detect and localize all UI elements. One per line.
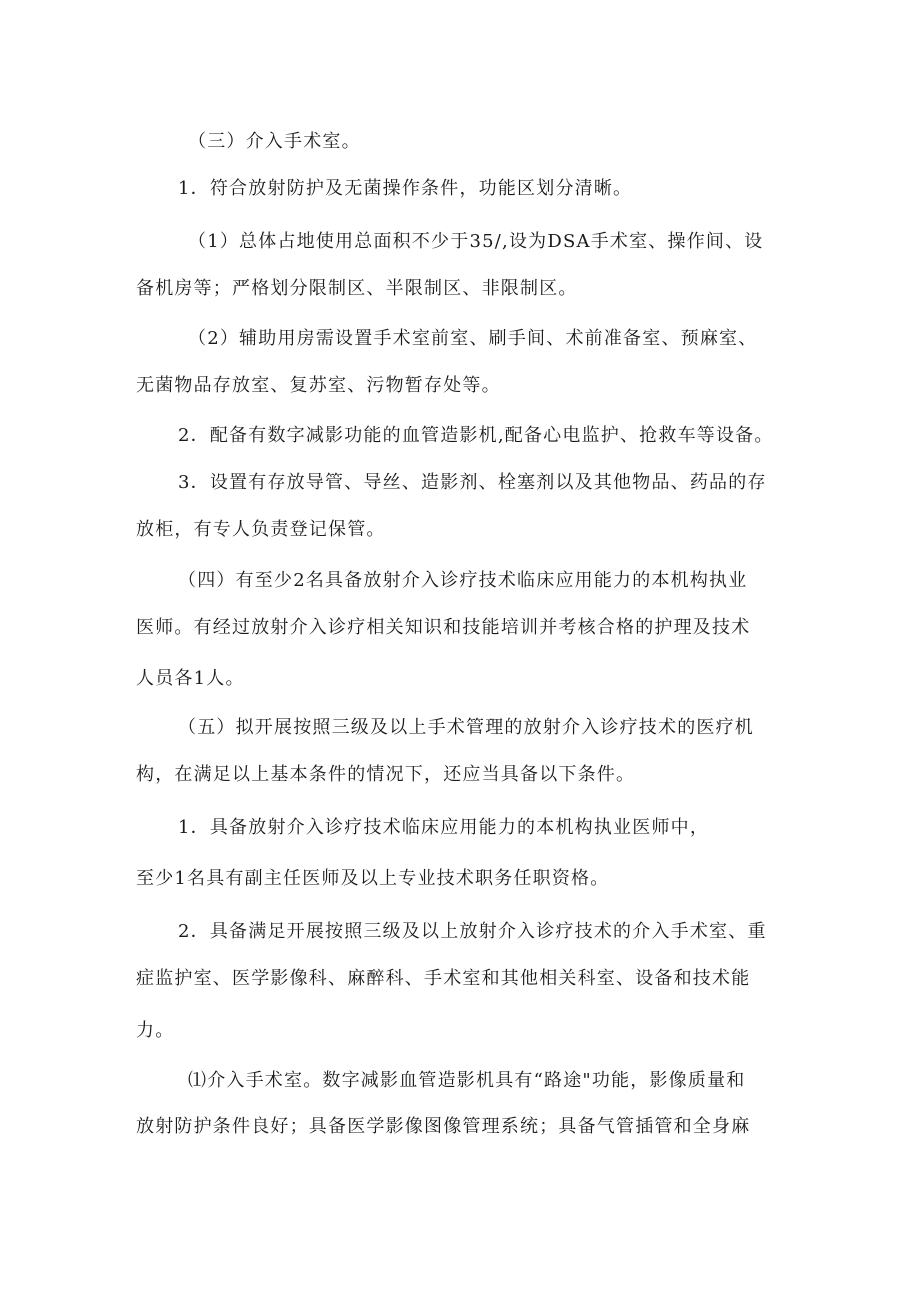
text-line: 人员各1人。: [136, 668, 245, 689]
text-line: （2）辅助用房需设置手术室前室、刷手间、术前准备室、预麻室、: [188, 328, 758, 349]
text-line: 放柜，有专人负责登记保管。: [136, 519, 386, 540]
text-line: （1）总体占地使用总面积不少于35/,设为DSA手术室、操作间、设: [188, 231, 764, 252]
text-line: 2．具备满足开展按照三级及以上放射介入诊疗技术的介入手术室、重: [178, 921, 767, 942]
text-line: （四）有至少2名具备放射介入诊疗技术临床应用能力的本机构执业: [178, 570, 748, 591]
text-line: 医师。有经过放射介入诊疗相关知识和技能培训并考核合格的护理及技术: [136, 617, 751, 638]
text-line: 症监护室、医学影像科、麻醉科、手术室和其他相关科室、设备和技术能: [136, 968, 751, 989]
text-line: 至少1名具有副主任医师及以上专业技术职务任职资格。: [136, 868, 610, 889]
text-line: 无菌物品存放室、复苏室、污物暂存处等。: [136, 375, 501, 396]
text-line: 力。: [136, 1020, 175, 1041]
text-line: 2．配备有数字减影功能的血管造影机,配备心电监护、抢救车等设备。: [178, 425, 774, 446]
text-line: ⑴介入手术室。数字减影血管造影机具有“路途"功能，影像质量和: [188, 1070, 746, 1091]
text-line: 3．设置有存放导管、导丝、造影剂、栓塞剂以及其他物品、药品的存: [178, 472, 767, 493]
text-line: 1．符合放射防护及无菌操作条件，功能区划分清晰。: [178, 178, 633, 199]
text-line: 放射防护条件良好；具备医学影像图像管理系统；具备气管插管和全身麻: [136, 1116, 751, 1137]
text-line: 备机房等；严格划分限制区、半限制区、非限制区。: [136, 278, 578, 299]
text-line: （五）拟开展按照三级及以上手术管理的放射介入诊疗技术的医疗机: [178, 717, 754, 738]
text-line: 1．具备放射介入诊疗技术临床应用能力的本机构执业医师中，: [178, 817, 710, 838]
text-line: 构，在满足以上基本条件的情况下，还应当具备以下条件。: [136, 764, 636, 785]
text-line: （三）介入手术室。: [188, 131, 361, 152]
